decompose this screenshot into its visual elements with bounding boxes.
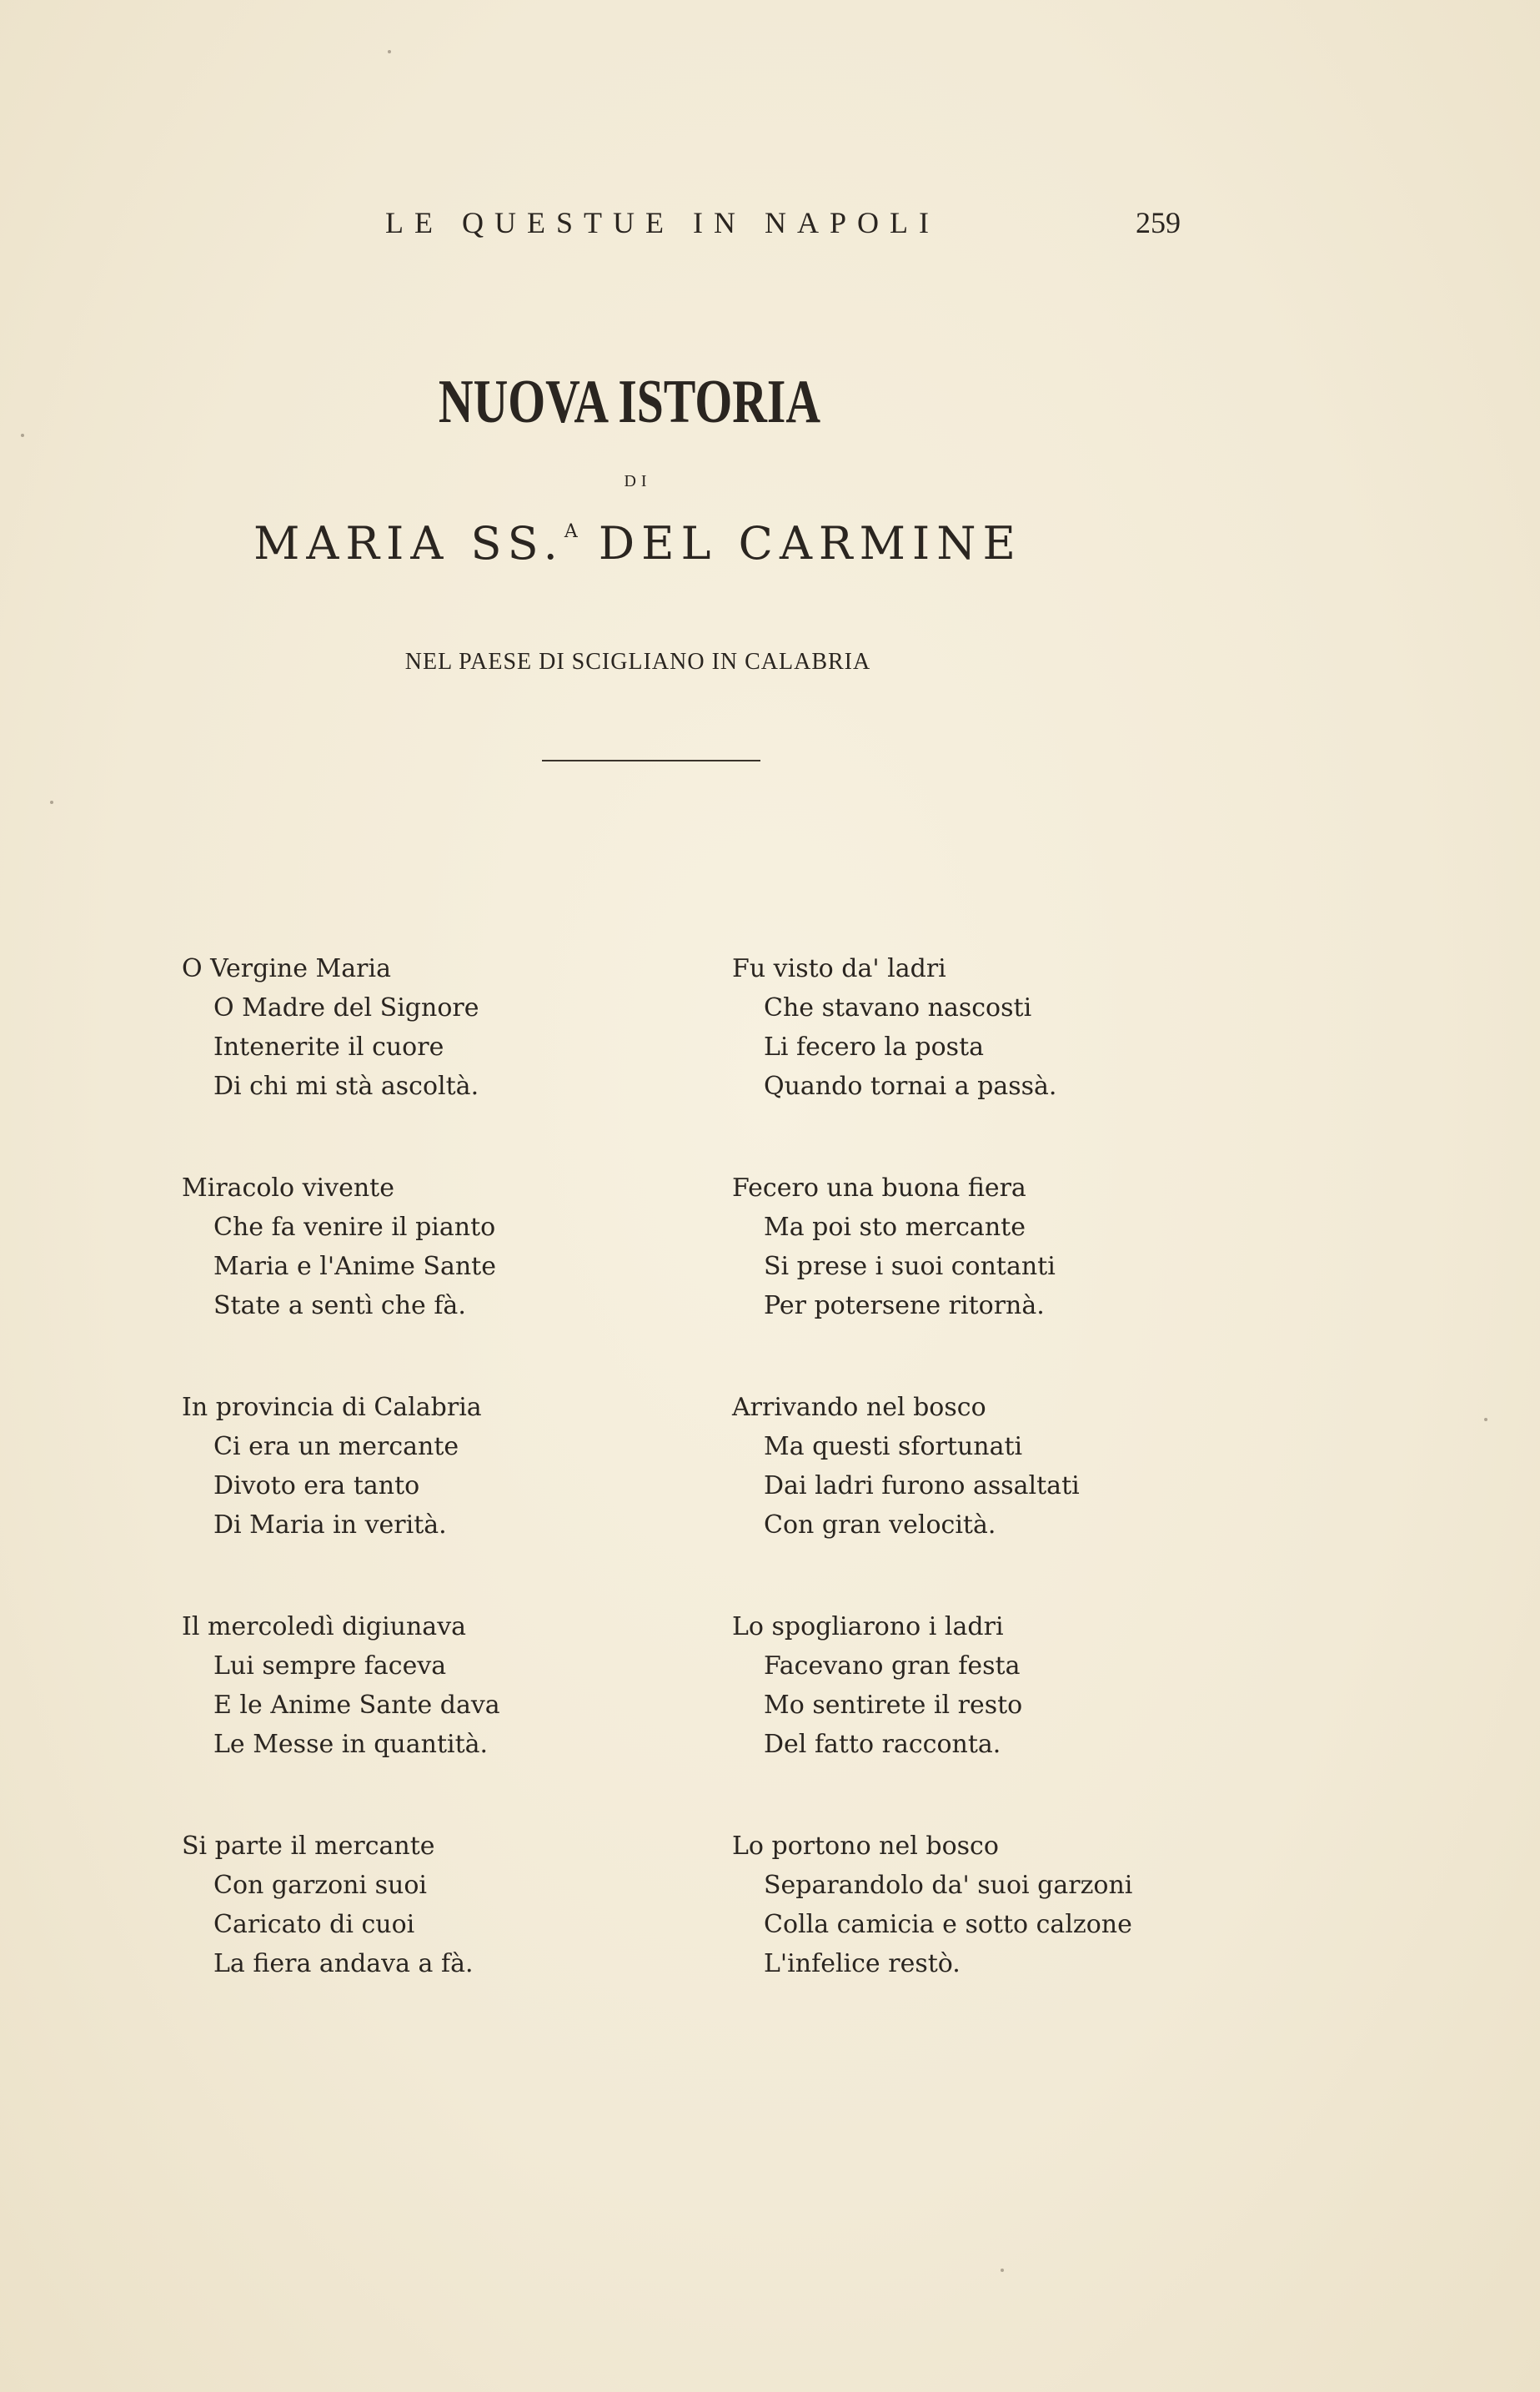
- stanza: [182, 1827, 500, 1983]
- verse-line: Ci era un mercante: [213, 1432, 459, 1461]
- verse-line: Lo spogliarono i ladri: [732, 1612, 1004, 1641]
- verse-line: Miracolo vivente: [182, 1173, 394, 1203]
- verse-line: O Vergine Maria: [182, 954, 391, 983]
- poem-subtitle: [0, 517, 1276, 570]
- stanza: [732, 1827, 1132, 1983]
- stanza: [732, 1607, 1132, 1764]
- verse-line: State a sentì che fà.: [213, 1291, 466, 1320]
- verse-line: Mo sentirete il resto: [764, 1691, 1023, 1720]
- section-rule: [542, 760, 760, 761]
- subtitle-superscript: A: [564, 521, 578, 542]
- verse-line: Li fecero la posta: [764, 1033, 985, 1062]
- verse-line: Di Maria in verità.: [213, 1510, 447, 1540]
- verse-line: La fiera andava a fà.: [213, 1949, 474, 1978]
- verse-line: Si prese i suoi contanti: [764, 1252, 1056, 1281]
- paper-speck: [21, 434, 24, 437]
- verse-line: Che stavano nascosti: [764, 993, 1032, 1023]
- subtitle-main: MARIA SS.: [253, 517, 564, 570]
- verse-line: Lo portono nel bosco: [732, 1832, 999, 1861]
- verse-line: Ma questi sfortunati: [764, 1432, 1023, 1461]
- page-number: 259: [1136, 206, 1181, 239]
- subtitle-rest: DEL CARMINE: [577, 517, 1022, 570]
- verse-line: Le Messe in quantità.: [213, 1730, 489, 1759]
- poem-location: NEL PAESE DI SCIGLIANO IN CALABRIA: [404, 649, 871, 675]
- stanza: [732, 1388, 1132, 1545]
- right-column: [732, 949, 1132, 2046]
- verse-line: Del fatto racconta.: [764, 1730, 1001, 1759]
- verse-line: Caricato di cuoi: [213, 1910, 415, 1939]
- stanza: [182, 1388, 500, 1545]
- verse-line: Il mercoledì digiunava: [182, 1612, 467, 1641]
- paper-speck: [50, 801, 53, 804]
- verse-line: Intenerite il cuore: [213, 1033, 444, 1062]
- stanza: [182, 1168, 500, 1325]
- stanza: [182, 949, 500, 1106]
- verse-line: Facevano gran festa: [764, 1651, 1021, 1681]
- title-connector: DI: [624, 472, 652, 490]
- verse-line: Lui sempre faceva: [213, 1651, 447, 1681]
- verse-line: Divoto era tanto: [213, 1471, 420, 1500]
- verse-line: E le Anime Sante dava: [213, 1691, 500, 1720]
- verse-line: Maria e l'Anime Sante: [213, 1252, 496, 1281]
- verse-line: Con gran velocità.: [764, 1510, 996, 1540]
- verse-line: Si parte il mercante: [182, 1832, 435, 1861]
- paper-speck: [1001, 2269, 1004, 2272]
- verse-line: L'infelice restò.: [764, 1949, 961, 1978]
- verse-line: Ma poi sto mercante: [764, 1213, 1026, 1242]
- verse-line: Con garzoni suoi: [213, 1871, 427, 1900]
- verse-line: Per potersene ritornà.: [764, 1291, 1045, 1320]
- paper-speck: [1484, 1418, 1487, 1421]
- poem-title: NUOVA ISTORIA: [438, 368, 821, 436]
- stanza: [732, 1168, 1132, 1325]
- stanza: [732, 949, 1132, 1106]
- paper-speck: [388, 50, 391, 53]
- stanza: [182, 1607, 500, 1764]
- verse-line: O Madre del Signore: [213, 993, 479, 1023]
- verse-line: Dai ladri furono assaltati: [764, 1471, 1080, 1500]
- running-head: LE QUESTUE IN NAPOLI: [385, 206, 940, 239]
- left-column: [182, 949, 500, 2046]
- verse-line: Fu visto da' ladri: [732, 954, 946, 983]
- verse-line: Fecero una buona fiera: [732, 1173, 1026, 1203]
- verse-line: Quando tornai a passà.: [764, 1072, 1057, 1101]
- verse-line: Colla camicia e sotto calzone: [764, 1910, 1132, 1939]
- verse-line: Arrivando nel bosco: [732, 1393, 986, 1422]
- verse-line: Separandolo da' suoi garzoni: [764, 1871, 1133, 1900]
- verse-line: Che fa venire il pianto: [213, 1213, 496, 1242]
- verse-line: In provincia di Calabria: [182, 1393, 482, 1422]
- verse-line: Di chi mi stà ascoltà.: [213, 1072, 479, 1101]
